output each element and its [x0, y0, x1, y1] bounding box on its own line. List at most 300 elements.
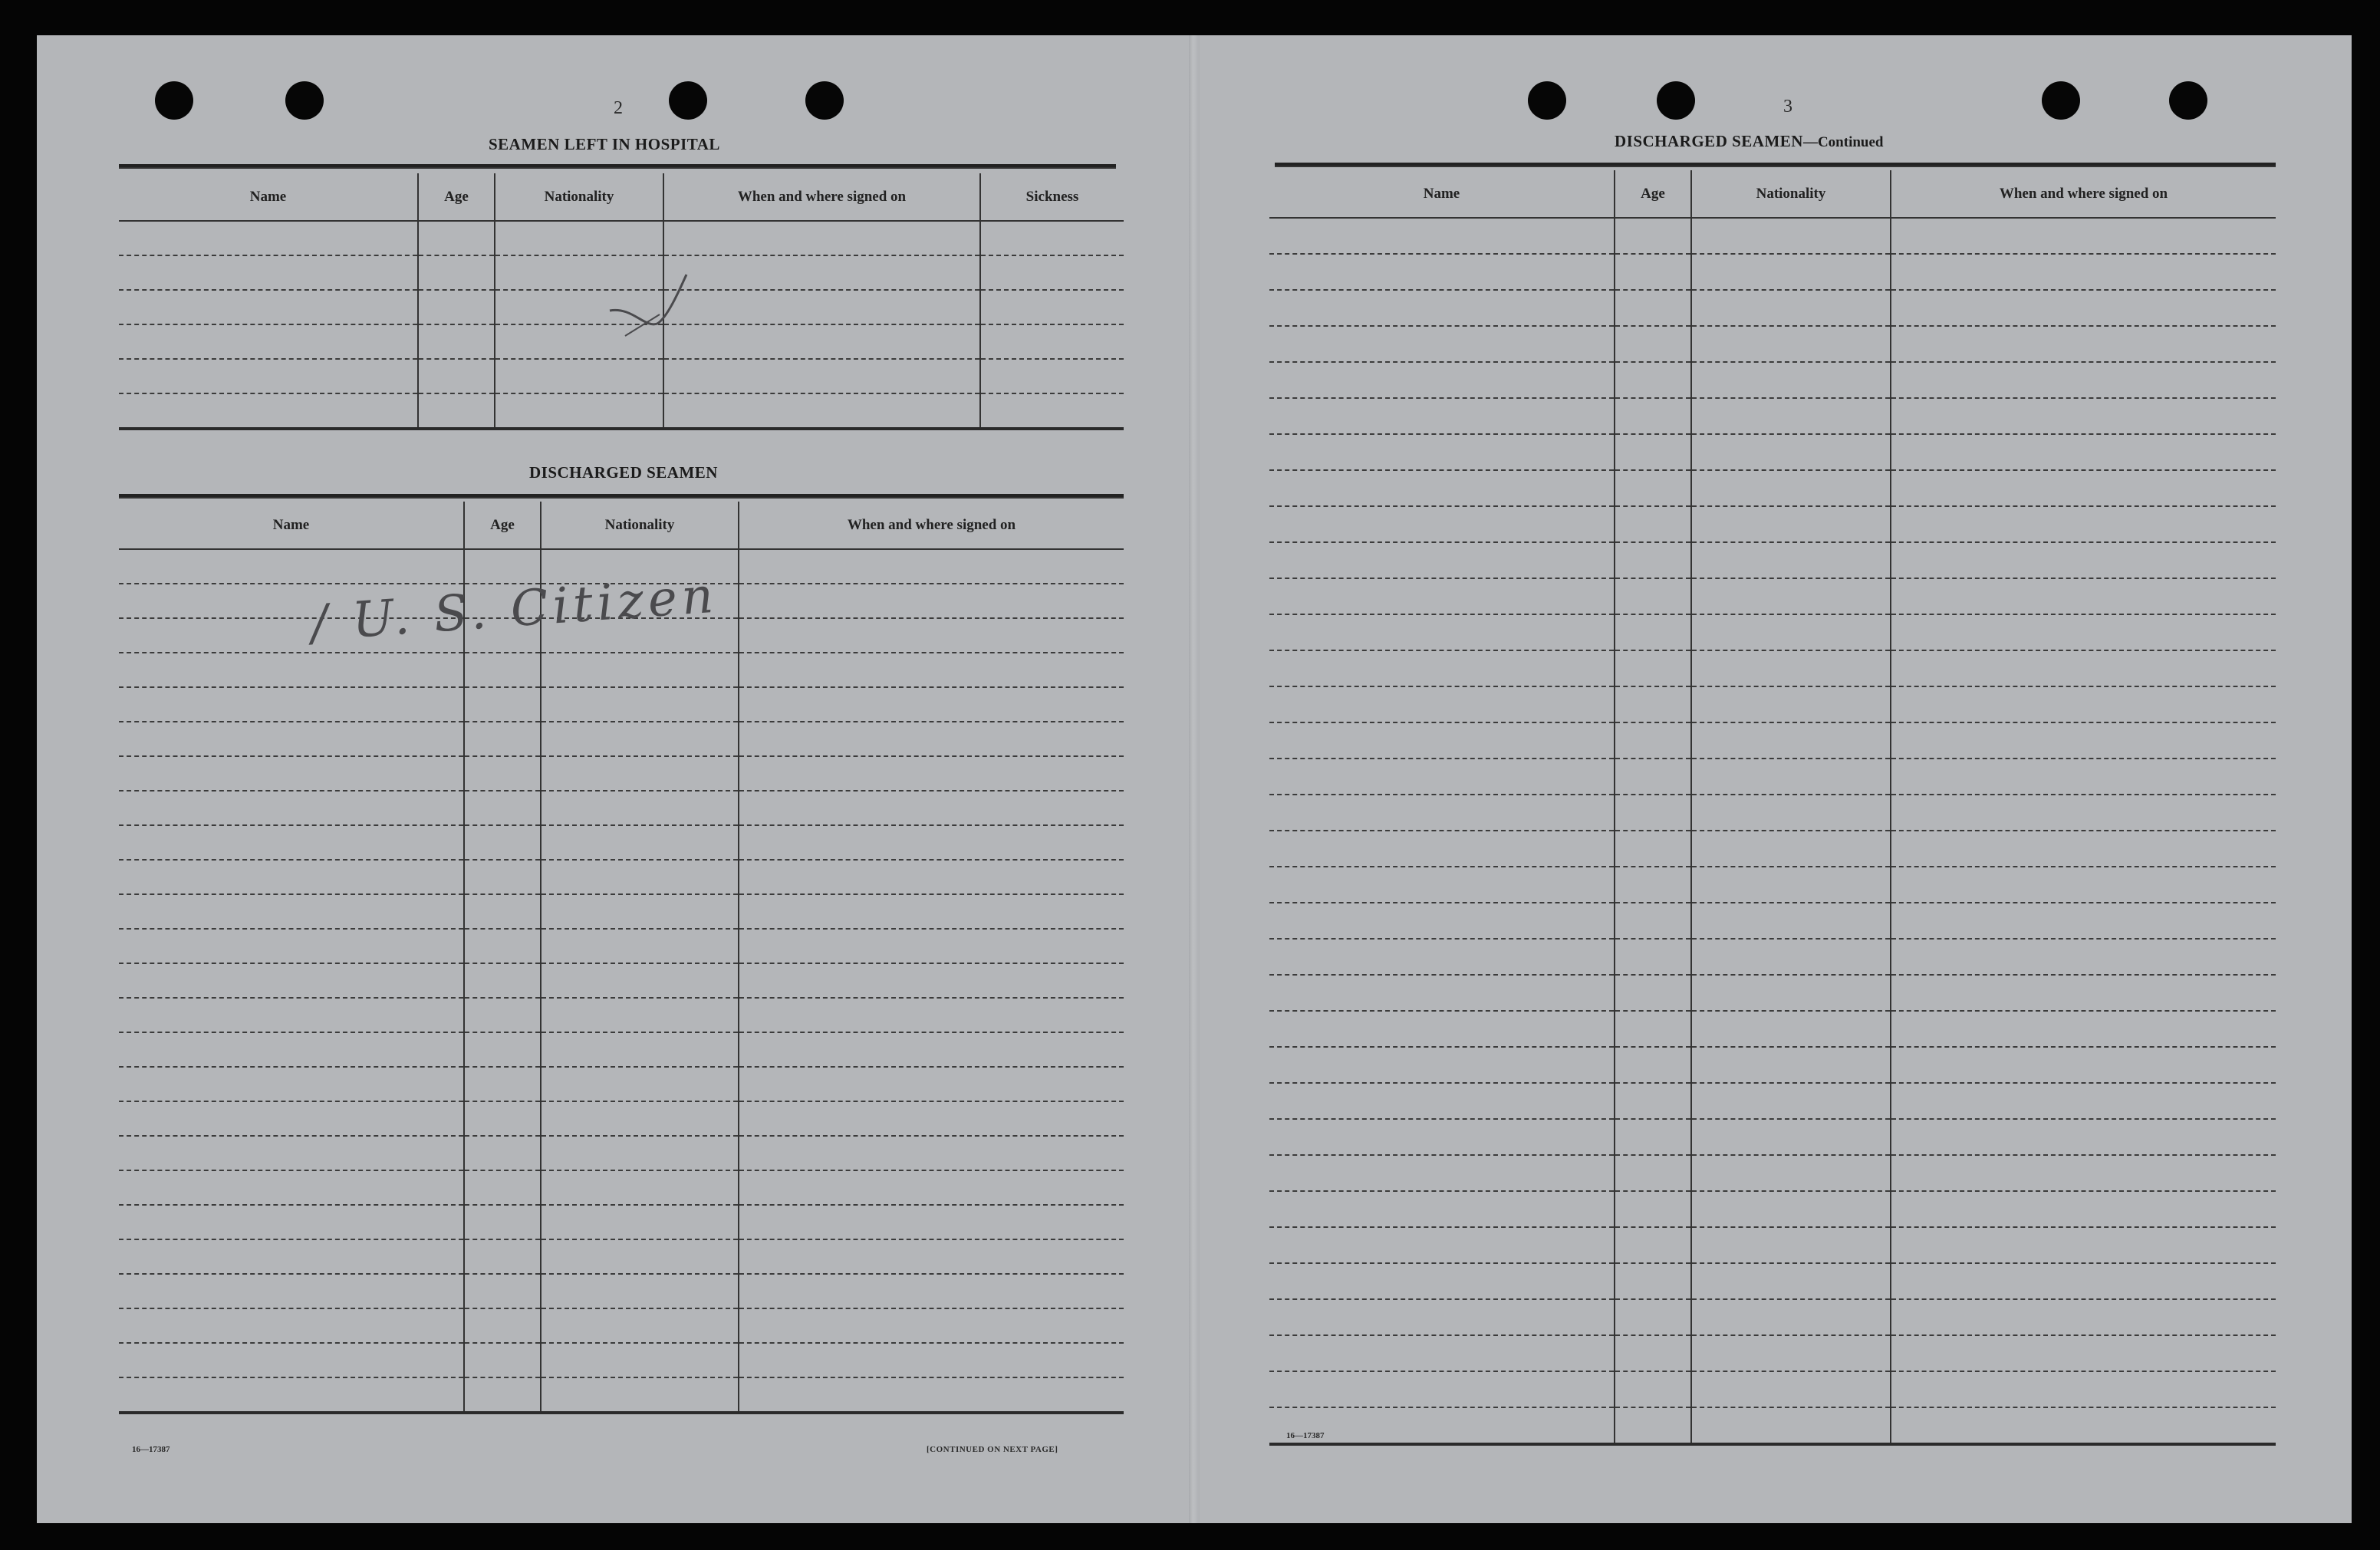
- table-cell: [739, 1101, 1124, 1136]
- table-cell: [119, 1170, 464, 1205]
- table-cell: [464, 653, 541, 687]
- table-cell: [739, 549, 1124, 584]
- table-row: [119, 1343, 1124, 1377]
- table-cell: [1891, 650, 2276, 686]
- table-row: [1269, 542, 2276, 578]
- table-cell: [1269, 434, 1615, 470]
- discharged-table: [119, 502, 1124, 1414]
- table-row: [1269, 218, 2276, 254]
- table-row: [119, 1205, 1124, 1239]
- table-cell: [464, 722, 541, 756]
- hospital-top-rule: [119, 164, 1116, 169]
- discharged-top-rule: [119, 494, 1124, 499]
- punch-hole: [1528, 81, 1566, 120]
- table-cell: [1691, 290, 1891, 326]
- table-cell: [119, 393, 418, 429]
- table-cell: [1691, 1191, 1891, 1227]
- table-row: [1269, 1119, 2276, 1155]
- table-cell: [1691, 398, 1891, 434]
- page-fold: [1189, 35, 1200, 1523]
- table-cell: [119, 998, 464, 1032]
- table-cell: [119, 722, 464, 756]
- table-cell: [464, 687, 541, 722]
- table-row: [119, 1239, 1124, 1274]
- table-cell: [1269, 254, 1615, 290]
- table-row: [1269, 939, 2276, 975]
- punch-hole: [285, 81, 324, 120]
- table-row: [1269, 903, 2276, 939]
- table-cell: [541, 1274, 739, 1308]
- table-cell: [464, 791, 541, 825]
- table-cell: [119, 894, 464, 929]
- table-row: [1269, 434, 2276, 470]
- table-cell: [119, 549, 464, 584]
- table-cell: [1269, 470, 1615, 506]
- table-cell: [1691, 1299, 1891, 1335]
- table-cell: [1269, 1155, 1615, 1191]
- table-cell: [464, 825, 541, 860]
- table-row: [1269, 1263, 2276, 1299]
- table-row: [119, 860, 1124, 894]
- table-row: [119, 1377, 1124, 1413]
- table-cell: [1615, 1371, 1691, 1407]
- table-cell: [1615, 470, 1691, 506]
- table-cell: [739, 1274, 1124, 1308]
- table-cell: [541, 1377, 739, 1413]
- table-cell: [1891, 1227, 2276, 1263]
- table-cell: [1691, 218, 1891, 254]
- table-cell: [1891, 362, 2276, 398]
- table-cell: [1691, 470, 1891, 506]
- table-cell: [119, 255, 418, 290]
- table-cell: [739, 1343, 1124, 1377]
- table-cell: [464, 998, 541, 1032]
- punch-hole: [2042, 81, 2080, 120]
- table-row: [119, 393, 1124, 429]
- table-cell: [739, 687, 1124, 722]
- discharged-section-title: DISCHARGED SEAMEN: [529, 463, 718, 482]
- table-cell: [1891, 867, 2276, 903]
- table-cell: [1615, 506, 1691, 542]
- table-cell: [1269, 1371, 1615, 1407]
- column-header-nationality: Nationality: [495, 173, 663, 221]
- table-cell: [541, 1205, 739, 1239]
- table-cell: [541, 963, 739, 998]
- column-header-nationality: Nationality: [1691, 170, 1891, 218]
- table-row: [1269, 686, 2276, 722]
- table-cell: [1691, 1227, 1891, 1263]
- table-cell: [739, 791, 1124, 825]
- table-cell: [119, 653, 464, 687]
- continued-note: [CONTINUED ON NEXT PAGE]: [927, 1445, 1058, 1454]
- table-cell: [464, 1032, 541, 1067]
- table-cell: [464, 929, 541, 963]
- continued-header-row: [1269, 170, 2276, 218]
- table-row: [119, 929, 1124, 963]
- table-cell: [541, 791, 739, 825]
- table-cell: [1615, 1227, 1691, 1263]
- table-cell: [1269, 867, 1615, 903]
- table-cell: [418, 393, 495, 429]
- table-cell: [1691, 650, 1891, 686]
- continued-table: [1269, 170, 2276, 1446]
- column-header-when-and-where-signed-on: When and where signed on: [1891, 170, 2276, 218]
- table-cell: [1691, 362, 1891, 398]
- table-cell: [739, 584, 1124, 618]
- table-cell: [541, 929, 739, 963]
- table-cell: [541, 1101, 739, 1136]
- punch-hole: [805, 81, 844, 120]
- table-cell: [980, 221, 1124, 255]
- table-cell: [541, 1032, 739, 1067]
- table-cell: [980, 255, 1124, 290]
- table-cell: [1615, 1047, 1691, 1083]
- table-cell: [1891, 722, 2276, 759]
- table-cell: [418, 290, 495, 324]
- table-cell: [1269, 1227, 1615, 1263]
- column-header-sickness: Sickness: [980, 173, 1124, 221]
- table-cell: [1615, 686, 1691, 722]
- pencil-check-mark: [602, 268, 694, 337]
- table-cell: [1269, 362, 1615, 398]
- column-header-name: Name: [1269, 170, 1615, 218]
- table-cell: [119, 1136, 464, 1170]
- table-cell: [119, 963, 464, 998]
- table-cell: [1891, 903, 2276, 939]
- table-cell: [464, 1239, 541, 1274]
- table-cell: [1891, 254, 2276, 290]
- table-cell: [1891, 1083, 2276, 1119]
- table-cell: [464, 1377, 541, 1413]
- table-row: [1269, 1191, 2276, 1227]
- table-cell: [1891, 1299, 2276, 1335]
- table-cell: [119, 221, 418, 255]
- table-cell: [541, 722, 739, 756]
- table-cell: [1269, 939, 1615, 975]
- table-cell: [739, 1239, 1124, 1274]
- table-cell: [739, 1377, 1124, 1413]
- table-cell: [119, 324, 418, 359]
- title-main: DISCHARGED SEAMEN: [1615, 132, 1803, 150]
- table-cell: [1269, 542, 1615, 578]
- table-cell: [1269, 650, 1615, 686]
- table-row: [1269, 759, 2276, 795]
- table-cell: [1691, 1119, 1891, 1155]
- table-row: [119, 963, 1124, 998]
- table-cell: [464, 1308, 541, 1343]
- table-cell: [119, 825, 464, 860]
- table-cell: [1269, 398, 1615, 434]
- table-row: [1269, 1299, 2276, 1335]
- handwritten-entry: / U. S. Citizen: [309, 567, 720, 653]
- table-cell: [1691, 975, 1891, 1011]
- table-cell: [1615, 398, 1691, 434]
- column-header-when-and-where-signed-on: When and where signed on: [663, 173, 980, 221]
- table-cell: [1691, 1155, 1891, 1191]
- table-row: [1269, 831, 2276, 867]
- table-row: [1269, 506, 2276, 542]
- table-cell: [1891, 506, 2276, 542]
- table-cell: [1691, 614, 1891, 650]
- table-cell: [1615, 1299, 1691, 1335]
- table-cell: [1891, 1155, 2276, 1191]
- table-cell: [663, 324, 980, 359]
- table-cell: [1891, 795, 2276, 831]
- table-cell: [1269, 1263, 1615, 1299]
- table-cell: [739, 722, 1124, 756]
- table-cell: [1891, 1119, 2276, 1155]
- table-cell: [541, 756, 739, 791]
- table-cell: [119, 1032, 464, 1067]
- table-cell: [739, 998, 1124, 1032]
- table-row: [119, 1170, 1124, 1205]
- table-cell: [663, 255, 980, 290]
- table-cell: [1615, 434, 1691, 470]
- table-cell: [1891, 939, 2276, 975]
- table-cell: [119, 1101, 464, 1136]
- table-cell: [739, 653, 1124, 687]
- table-cell: [1891, 398, 2276, 434]
- table-row: [1269, 1083, 2276, 1119]
- table-cell: [1269, 686, 1615, 722]
- table-cell: [1615, 939, 1691, 975]
- table-row: [1269, 1227, 2276, 1263]
- table-cell: [1691, 759, 1891, 795]
- punch-hole: [2169, 81, 2207, 120]
- table-cell: [1891, 1047, 2276, 1083]
- table-cell: [739, 1136, 1124, 1170]
- table-row: [119, 653, 1124, 687]
- table-cell: [541, 1170, 739, 1205]
- table-cell: [464, 756, 541, 791]
- table-cell: [418, 324, 495, 359]
- table-cell: [739, 1170, 1124, 1205]
- table-cell: [1691, 939, 1891, 975]
- punch-hole: [669, 81, 707, 120]
- table-row: [119, 1032, 1124, 1067]
- table-cell: [1691, 1047, 1891, 1083]
- table-row: [1269, 1155, 2276, 1191]
- table-cell: [418, 255, 495, 290]
- table-cell: [1615, 290, 1691, 326]
- table-cell: [119, 1377, 464, 1413]
- table-cell: [1615, 218, 1691, 254]
- table-cell: [464, 549, 541, 584]
- table-cell: [1269, 1047, 1615, 1083]
- table-cell: [464, 1343, 541, 1377]
- table-row: [1269, 578, 2276, 614]
- table-cell: [1269, 506, 1615, 542]
- table-row: [1269, 722, 2276, 759]
- table-cell: [119, 290, 418, 324]
- table-cell: [1615, 1263, 1691, 1299]
- table-cell: [1269, 290, 1615, 326]
- table-cell: [464, 1170, 541, 1205]
- table-cell: [119, 756, 464, 791]
- table-cell: [739, 894, 1124, 929]
- table-cell: [1891, 470, 2276, 506]
- table-cell: [1691, 578, 1891, 614]
- table-cell: [541, 1136, 739, 1170]
- table-cell: [1615, 362, 1691, 398]
- table-cell: [1891, 542, 2276, 578]
- table-cell: [119, 860, 464, 894]
- table-row: [119, 825, 1124, 860]
- table-row: [1269, 1047, 2276, 1083]
- table-cell: [541, 687, 739, 722]
- table-cell: [464, 1067, 541, 1101]
- table-cell: [1615, 759, 1691, 795]
- column-header-nationality: Nationality: [541, 502, 739, 549]
- discharged-continued-title: [1615, 132, 1883, 151]
- table-cell: [1691, 254, 1891, 290]
- table-cell: [119, 359, 418, 393]
- table-cell: [1691, 1371, 1891, 1407]
- column-header-when-and-where-signed-on: When and where signed on: [739, 502, 1124, 549]
- table-cell: [1891, 1191, 2276, 1227]
- table-cell: [739, 825, 1124, 860]
- table-row: [119, 894, 1124, 929]
- table-cell: [1891, 1371, 2276, 1407]
- table-cell: [739, 1205, 1124, 1239]
- table-row: [119, 1308, 1124, 1343]
- table-cell: [1691, 686, 1891, 722]
- table-cell: [663, 221, 980, 255]
- table-row: [119, 1101, 1124, 1136]
- table-cell: [119, 1343, 464, 1377]
- table-cell: [464, 1205, 541, 1239]
- table-row: [119, 687, 1124, 722]
- table-cell: [119, 1067, 464, 1101]
- table-row: [119, 722, 1124, 756]
- page-number-left: 2: [614, 98, 623, 118]
- table-row: [1269, 1407, 2276, 1444]
- discharged-header-row: [119, 502, 1124, 549]
- table-cell: [495, 359, 663, 393]
- discharged-body: [119, 549, 1124, 1413]
- continued-top-rule: [1275, 163, 2276, 167]
- table-cell: [1269, 326, 1615, 362]
- table-cell: [541, 894, 739, 929]
- table-cell: [464, 1274, 541, 1308]
- table-cell: [1615, 1335, 1691, 1371]
- table-cell: [739, 756, 1124, 791]
- table-cell: [1891, 759, 2276, 795]
- table-row: [1269, 470, 2276, 506]
- punch-hole: [1657, 81, 1695, 120]
- table-cell: [1615, 831, 1691, 867]
- table-cell: [418, 359, 495, 393]
- table-cell: [1269, 903, 1615, 939]
- table-cell: [663, 359, 980, 393]
- table-cell: [1891, 434, 2276, 470]
- table-row: [119, 1274, 1124, 1308]
- table-cell: [739, 963, 1124, 998]
- table-cell: [464, 963, 541, 998]
- table-cell: [1269, 1083, 1615, 1119]
- table-row: [1269, 1011, 2276, 1047]
- table-row: [1269, 1371, 2276, 1407]
- table-cell: [1691, 903, 1891, 939]
- table-row: [119, 1067, 1124, 1101]
- table-row: [1269, 650, 2276, 686]
- table-cell: [1615, 1155, 1691, 1191]
- table-cell: [1891, 326, 2276, 362]
- table-row: [119, 998, 1124, 1032]
- table-cell: [1269, 218, 1615, 254]
- table-row: [1269, 975, 2276, 1011]
- table-cell: [1615, 614, 1691, 650]
- table-row: [119, 359, 1124, 393]
- table-cell: [1615, 1407, 1691, 1444]
- table-cell: [663, 290, 980, 324]
- table-row: [1269, 1335, 2276, 1371]
- table-cell: [1691, 831, 1891, 867]
- table-cell: [119, 1308, 464, 1343]
- table-row: [1269, 254, 2276, 290]
- table-row: [1269, 290, 2276, 326]
- column-header-age: Age: [1615, 170, 1691, 218]
- punch-hole: [155, 81, 193, 120]
- table-cell: [1615, 975, 1691, 1011]
- table-cell: [541, 1239, 739, 1274]
- table-cell: [739, 929, 1124, 963]
- table-cell: [541, 825, 739, 860]
- table-cell: [1891, 1263, 2276, 1299]
- table-cell: [1891, 686, 2276, 722]
- continued-body: [1269, 218, 2276, 1444]
- table-cell: [119, 1205, 464, 1239]
- table-cell: [1615, 650, 1691, 686]
- table-cell: [464, 1136, 541, 1170]
- table-row: [1269, 867, 2276, 903]
- form-number-left: 16—17387: [132, 1445, 170, 1454]
- table-cell: [1891, 1335, 2276, 1371]
- table-row: [119, 1136, 1124, 1170]
- table-cell: [1691, 722, 1891, 759]
- table-cell: [1615, 578, 1691, 614]
- table-row: [119, 221, 1124, 255]
- table-cell: [1269, 1119, 1615, 1155]
- table-row: [1269, 398, 2276, 434]
- table-cell: [1615, 1191, 1691, 1227]
- title-suffix: —Continued: [1802, 134, 1884, 150]
- table-cell: [1891, 1407, 2276, 1444]
- table-row: [1269, 362, 2276, 398]
- table-cell: [1615, 254, 1691, 290]
- table-cell: [464, 894, 541, 929]
- table-cell: [1269, 1191, 1615, 1227]
- table-cell: [541, 1308, 739, 1343]
- table-cell: [739, 1067, 1124, 1101]
- table-cell: [541, 1067, 739, 1101]
- table-cell: [663, 393, 980, 429]
- column-header-age: Age: [464, 502, 541, 549]
- table-cell: [1615, 722, 1691, 759]
- table-row: [119, 756, 1124, 791]
- table-cell: [1691, 1083, 1891, 1119]
- table-cell: [980, 359, 1124, 393]
- table-cell: [1691, 1263, 1891, 1299]
- table-cell: [1269, 1011, 1615, 1047]
- table-row: [1269, 614, 2276, 650]
- table-cell: [119, 929, 464, 963]
- table-cell: [1891, 218, 2276, 254]
- table-cell: [980, 290, 1124, 324]
- table-cell: [1615, 903, 1691, 939]
- table-cell: [980, 393, 1124, 429]
- table-cell: [739, 1308, 1124, 1343]
